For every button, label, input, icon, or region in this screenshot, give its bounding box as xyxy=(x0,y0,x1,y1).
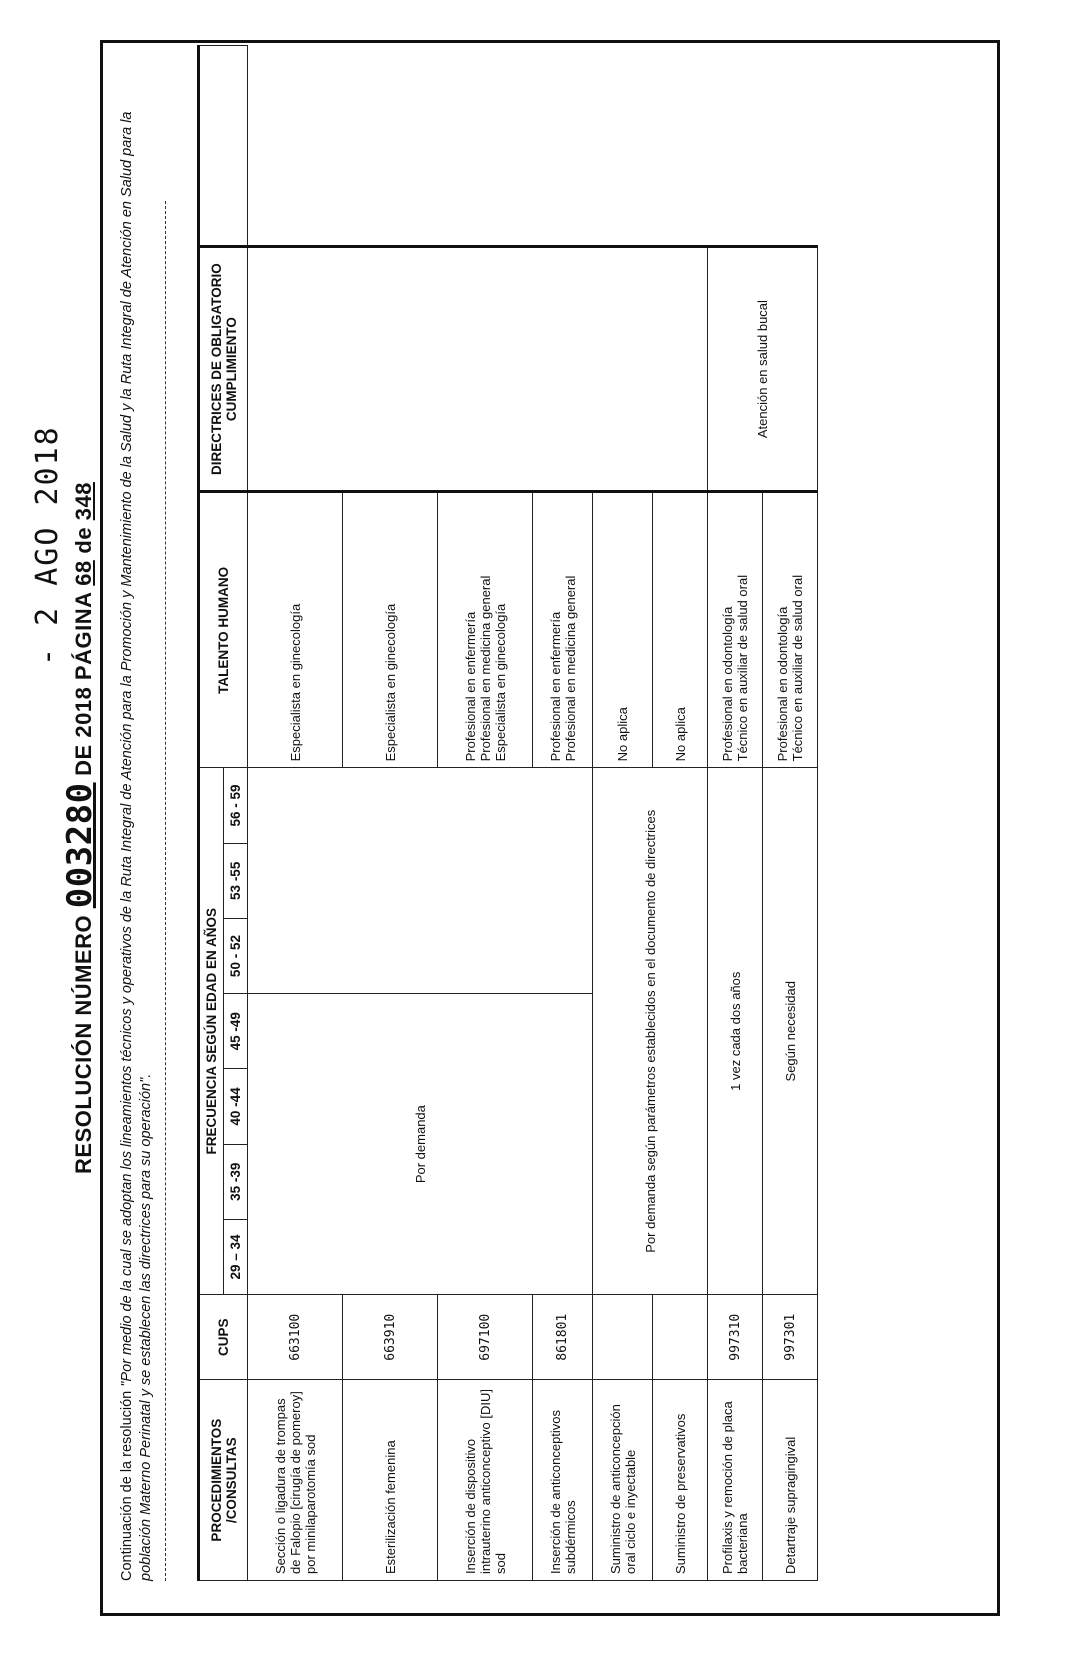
talento-line: Técnico en auxiliar de salud oral xyxy=(790,574,805,762)
talento-cell xyxy=(593,492,653,768)
of-label: de xyxy=(71,526,96,554)
cups-cell: 697100 xyxy=(438,1295,533,1380)
talento-cell xyxy=(653,492,708,768)
age-35-39: 35 -39 xyxy=(224,1144,248,1219)
procedure-cell: Inserción de dispositivo intrauterino anticonceptivo [DIU] sod xyxy=(438,1380,533,1581)
page-label: PÁGINA xyxy=(71,592,96,681)
talento-cell xyxy=(763,492,818,768)
directriz-bucal: Atención en salud bucal xyxy=(708,246,818,492)
cups-cell: 663100 xyxy=(248,1295,343,1380)
age-50-52: 50 - 52 xyxy=(224,918,248,993)
talento-line: Técnico en auxiliar de salud oral xyxy=(735,574,750,762)
date-stamp: - 2 AGO 2018 xyxy=(30,425,65,666)
procedure-cell: Detartraje supragingival xyxy=(763,1380,818,1581)
talento-line: Profesional en enfermería xyxy=(547,611,563,762)
procedures-table xyxy=(197,45,818,1581)
procedure-cell: Profilaxis y remoción de placa bacteriana xyxy=(708,1380,763,1581)
frequency-segun-necesidad: Según necesidad xyxy=(763,768,818,1295)
divider xyxy=(165,201,166,1581)
total-pages: 348 xyxy=(71,482,96,521)
header-frecuencia: FRECUENCIA SEGÚN EDAD EN AÑOS xyxy=(199,768,224,1295)
page-number: 68 xyxy=(71,560,96,586)
talento-line: No aplica xyxy=(672,707,688,762)
talento-cell xyxy=(438,492,533,768)
age-29-34: 29 – 34 xyxy=(224,1219,248,1294)
talento-cell xyxy=(533,492,593,768)
resolution-number: 003280 xyxy=(60,782,100,909)
continuation-text xyxy=(118,61,156,1581)
resolution-label: RESOLUCIÓN NÚMERO xyxy=(71,914,96,1174)
talento-line: Profesional en odontología xyxy=(775,606,790,762)
table-row xyxy=(248,46,343,1581)
de-label: DE xyxy=(71,744,96,776)
directriz-blank xyxy=(248,246,708,492)
header-procedimientos: PROCEDIMIENTOS /CONSULTAS xyxy=(199,1380,248,1581)
header-cups: CUPS xyxy=(199,1295,248,1380)
procedure-cell: Suministro de preservativos xyxy=(653,1380,708,1581)
talento-cell xyxy=(343,492,438,768)
frequency-una-vez: 1 vez cada dos años xyxy=(708,768,763,1295)
talento-line: Profesional en odontología xyxy=(720,606,735,762)
talento-line: Profesional en enfermería xyxy=(462,611,478,762)
talento-line: No aplica xyxy=(615,707,630,762)
cups-cell: 663910 xyxy=(343,1295,438,1380)
resolution-header xyxy=(60,0,100,1656)
talento-cell xyxy=(708,492,763,768)
age-56-59: 56 - 59 xyxy=(224,768,248,843)
continuation-lead: Continuación de la resolución xyxy=(119,1390,135,1581)
cups-cell: 997310 xyxy=(708,1295,763,1380)
procedure-cell: Sección o ligadura de trompas de Falopio [cirugía de pomeroy] por minilaparotomía sod xyxy=(248,1380,343,1581)
cups-cell: 861801 xyxy=(533,1295,593,1380)
talento-line: Especialista en ginecología xyxy=(287,603,303,762)
procedure-cell: Suministro de anticoncepción oral ciclo e inyectable xyxy=(593,1380,653,1581)
talento-line: Profesional en medicina general xyxy=(562,575,578,762)
frequency-por-demanda-parametros: Por demanda según parámetros establecidos en el documento de directrices xyxy=(593,768,708,1295)
cups-cell xyxy=(653,1295,708,1380)
frequency-por-demanda: Por demanda xyxy=(248,994,593,1295)
talento-line: Profesional en medicina general xyxy=(477,575,493,762)
procedure-cell: Inserción de anticonceptivos subdérmicos xyxy=(533,1380,593,1581)
header-directrices: DIRECTRICES DE OBLIGATORIO CUMPLIMIENTO xyxy=(199,246,248,492)
age-53-55: 53 -55 xyxy=(224,843,248,918)
talento-line: Especialista en ginecología xyxy=(492,603,508,762)
procedure-cell: Esterilización femenina xyxy=(343,1380,438,1581)
outer-margin xyxy=(248,46,818,247)
header-talento: TALENTO HUMANO xyxy=(199,492,248,768)
age-45-49: 45 -49 xyxy=(224,994,248,1069)
cups-cell: 997301 xyxy=(763,1295,818,1380)
year: 2018 xyxy=(71,686,96,738)
continuation-quote: "Por medio de la cual se adoptan los lineamientos técnicos y operativos de la Ruta Integral de Atención para la Promoción y Mantenimiento de la Salud y la Ruta Integral de Atención en Salud para la población Materno Perinatal y se establecen las directrices para su operación". xyxy=(119,111,154,1581)
frequency-blank xyxy=(248,768,593,994)
header-empty xyxy=(199,46,248,247)
talento-cell xyxy=(248,492,343,768)
cups-cell xyxy=(593,1295,653,1380)
age-40-44: 40 -44 xyxy=(224,1069,248,1144)
table-row xyxy=(708,46,763,1581)
talento-line: Especialista en ginecología xyxy=(382,603,398,762)
